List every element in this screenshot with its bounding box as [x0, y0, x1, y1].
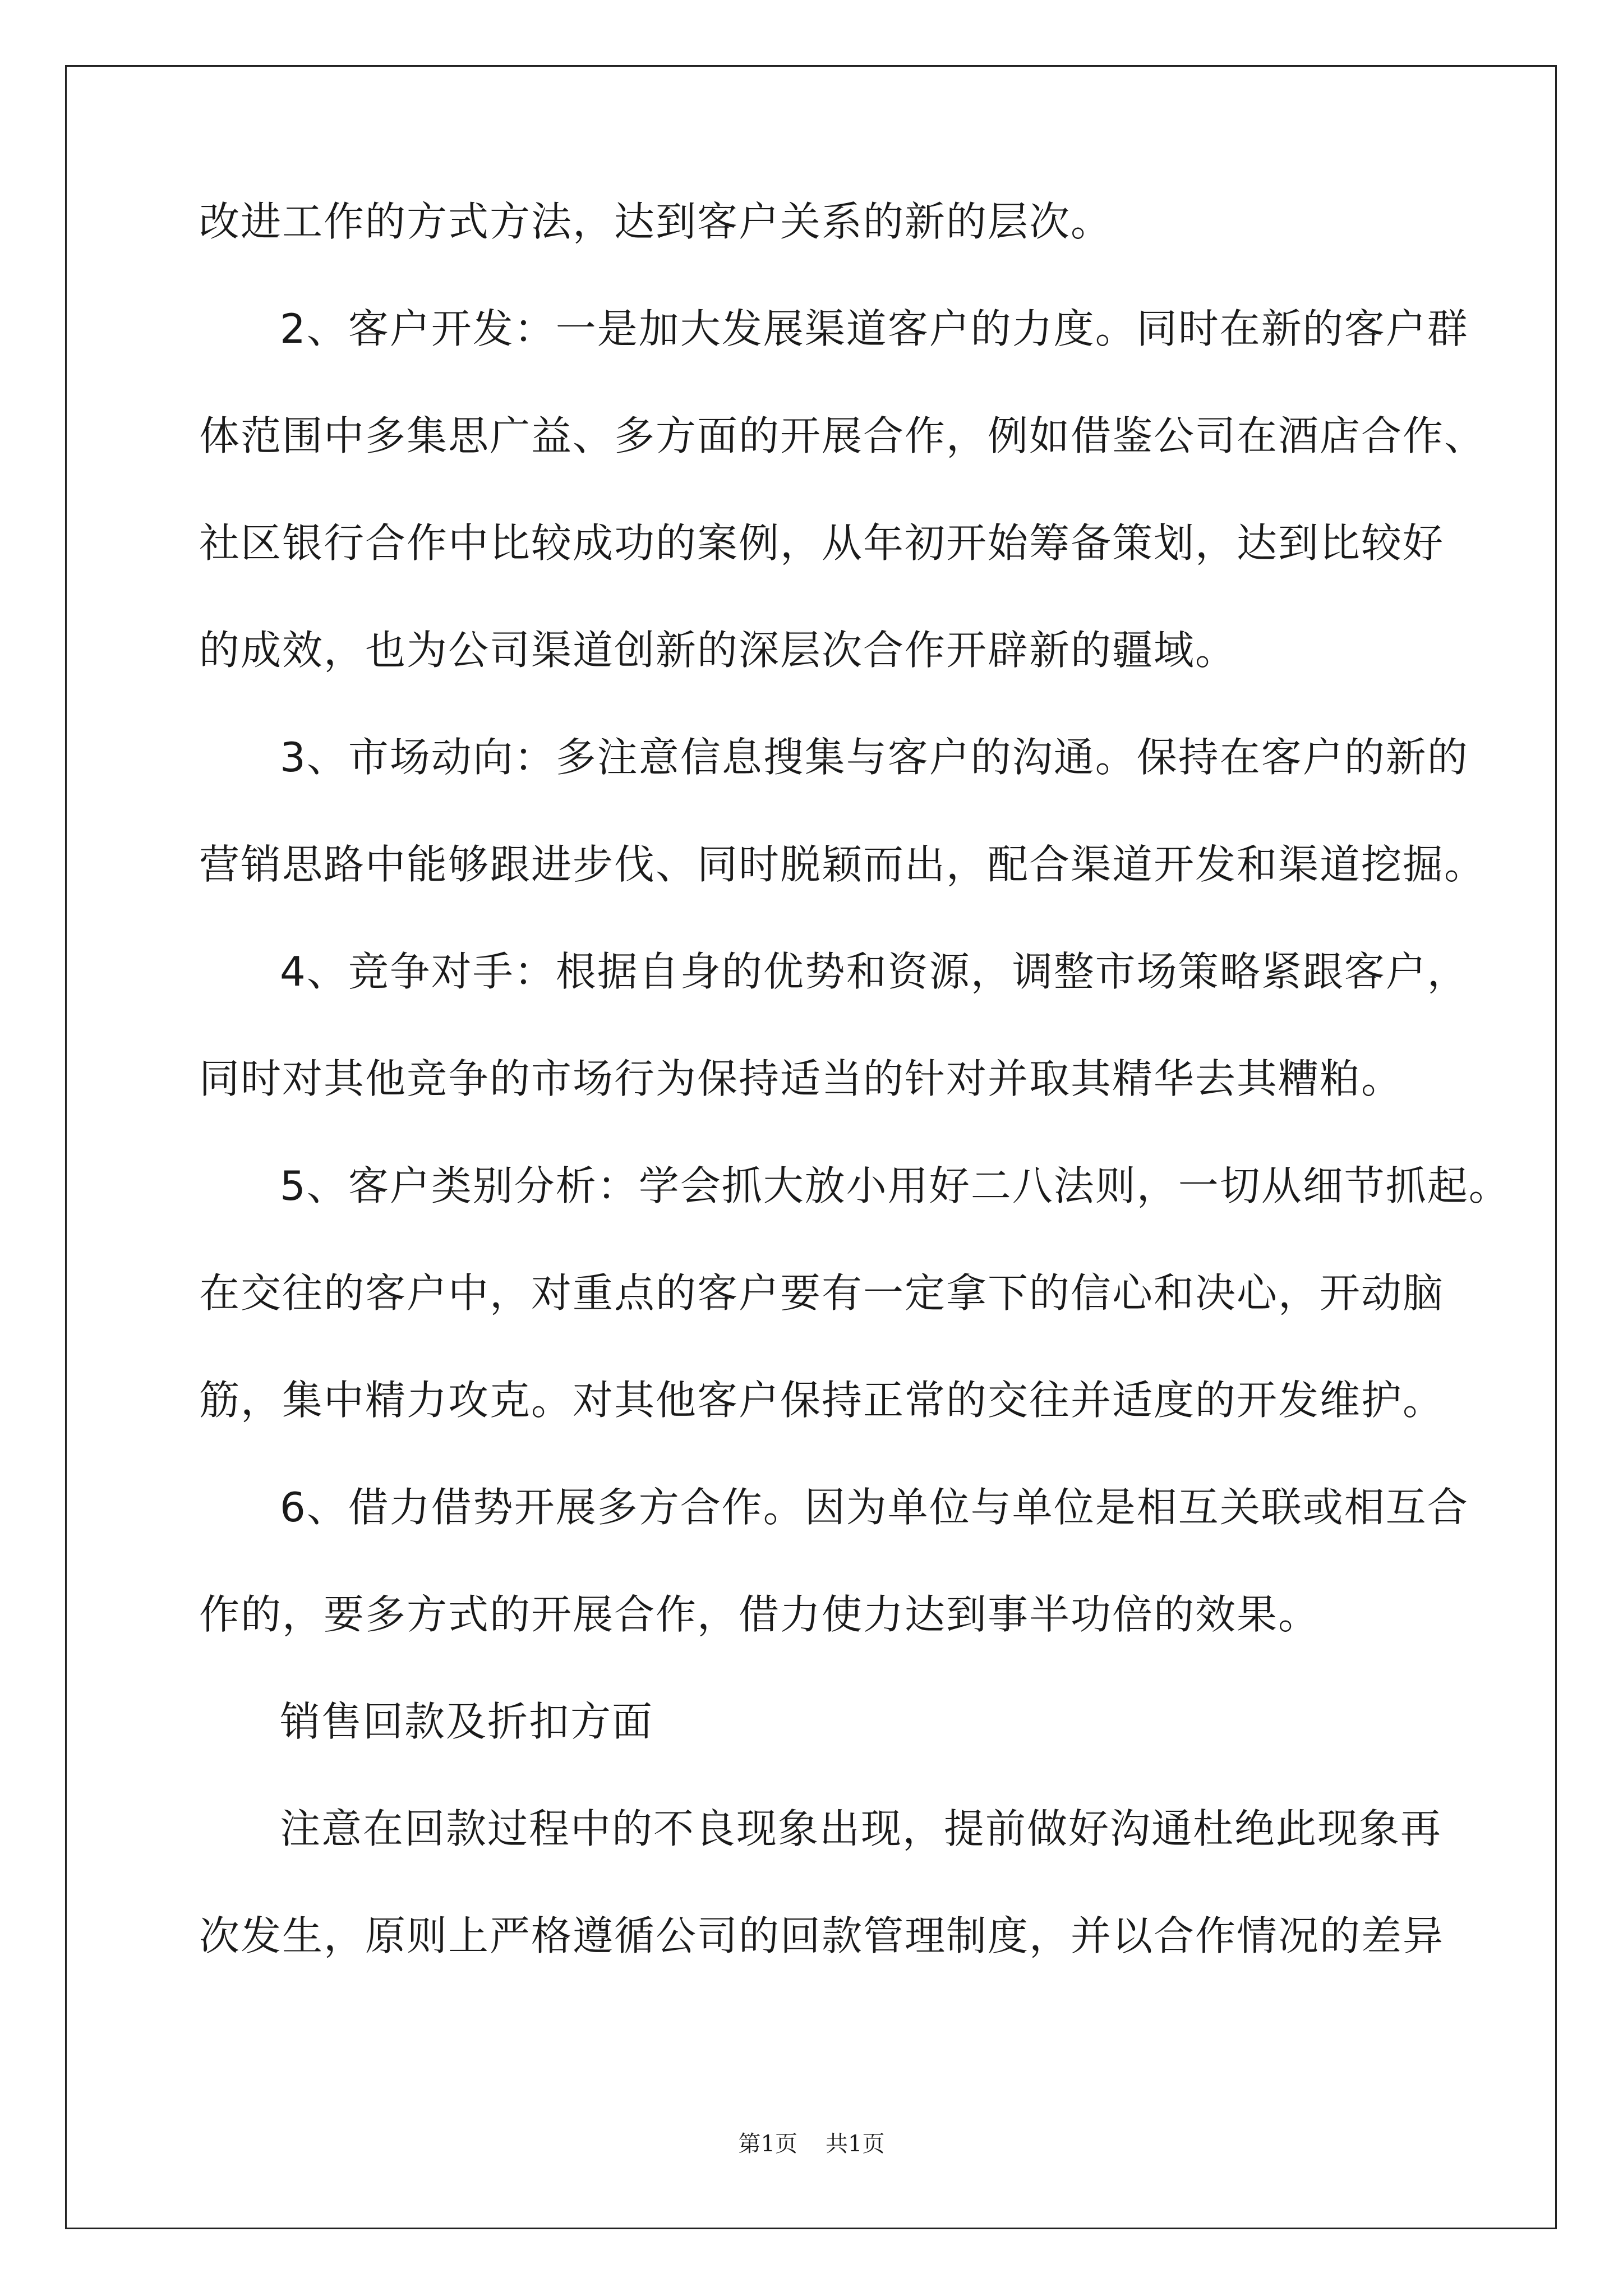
section-heading: 销售回款及折扣方面 — [280, 1698, 654, 1745]
paragraph-line: 营销思路中能够跟进步伐、同时脱颖而出，配合渠道开发和渠道挖掘。 — [199, 841, 1486, 888]
paragraph-line: 改进工作的方式方法，达到客户关系的新的层次。 — [199, 198, 1113, 245]
paragraph-line: 社区银行合作中比较成功的案例，从年初开始筹备策划，达到比较好 — [199, 519, 1445, 567]
paragraph-line: 次发生，原则上严格遵循公司的回款管理制度，并以合作情况的差异 — [199, 1912, 1445, 1959]
page-total: 共1页 — [826, 2131, 885, 2157]
page-number: 第1页 — [738, 2131, 797, 2157]
paragraph-line: 4、竞争对手：根据自身的优势和资源，调整市场策略紧跟客户， — [280, 948, 1469, 995]
paragraph-line: 注意在回款过程中的不良现象出现，提前做好沟通杜绝此现象再 — [280, 1805, 1442, 1852]
paragraph-line: 筋，集中精力攻克。对其他客户保持正常的交往并适度的开发维护。 — [199, 1377, 1445, 1424]
paragraph-line: 的成效，也为公司渠道创新的深层次合作开辟新的疆域。 — [199, 627, 1237, 674]
document-body — [199, 168, 1510, 1990]
paragraph-line: 2、客户开发：一是加大发展渠道客户的力度。同时在新的客户群 — [280, 305, 1469, 352]
paragraph-line: 作的，要多方式的开展合作，借力使力达到事半功倍的效果。 — [199, 1591, 1320, 1638]
paragraph-line: 同时对其他竞争的市场行为保持适当的针对并取其精华去其糟粕。 — [199, 1055, 1403, 1102]
page-footer — [0, 2126, 1623, 2158]
paragraph-line: 体范围中多集思广益、多方面的开展合作，例如借鉴公司在酒店合作、 — [199, 412, 1486, 459]
paragraph-line: 在交往的客户中，对重点的客户要有一定拿下的信心和决心，开动脑 — [199, 1269, 1445, 1317]
paragraph-line: 3、市场动向：多注意信息搜集与客户的沟通。保持在客户的新的 — [280, 734, 1469, 781]
paragraph-line: 6、借力借势开展多方合作。因为单位与单位是相互关联或相互合 — [280, 1484, 1469, 1531]
paragraph-line: 5、客户类别分析：学会抓大放小用好二八法则，一切从细节抓起。 — [280, 1162, 1510, 1209]
